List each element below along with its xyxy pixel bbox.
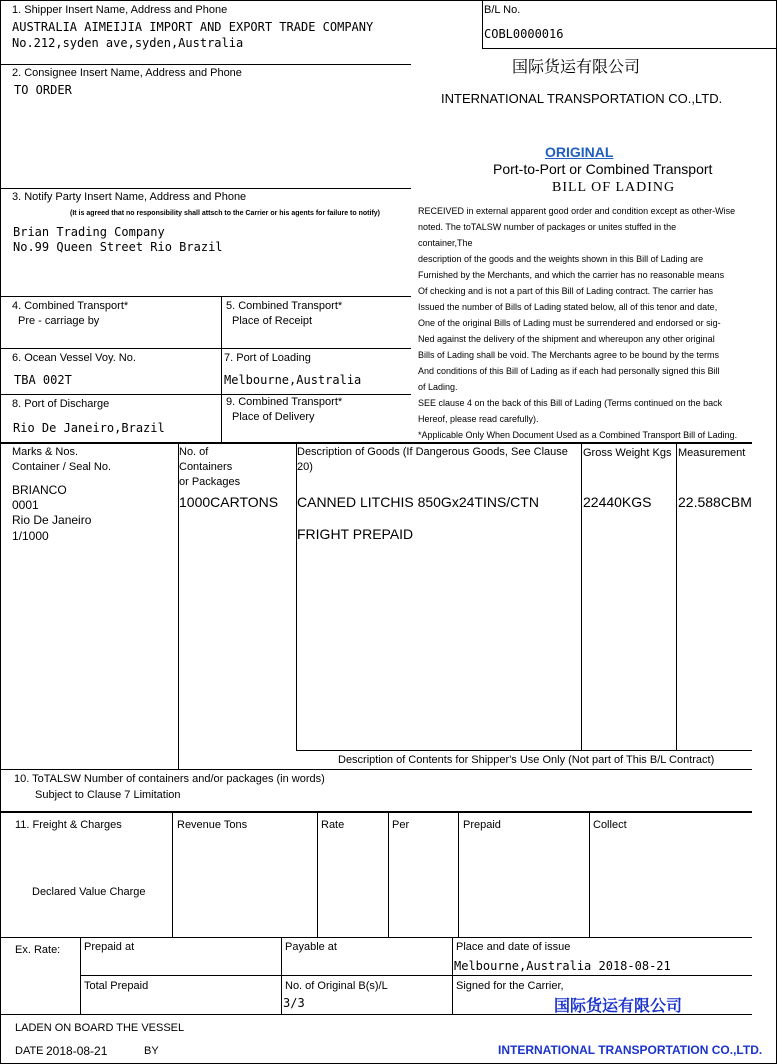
charges-col-line-3 bbox=[388, 813, 389, 937]
consignee-value: TO ORDER bbox=[14, 83, 72, 97]
discharge-value: Rio De Janeiro,Brazil bbox=[13, 421, 165, 435]
carrier-name-en: INTERNATIONAL TRANSPORTATION CO.,LTD. bbox=[441, 91, 723, 106]
signed-label: Signed for the Carrier, bbox=[456, 980, 564, 992]
goods-col-line-4 bbox=[676, 443, 677, 751]
delivery-label: 9. Combined Transport* bbox=[226, 396, 343, 408]
marks-line: 1/1000 bbox=[12, 529, 49, 543]
containers-label-3: or Packages bbox=[179, 476, 241, 488]
total-containers-label: 10. ToTALSW Number of containers and/or packages (in words) bbox=[14, 773, 325, 785]
gross-weight-label: Gross Weight Kgs bbox=[583, 447, 672, 459]
divider-consignee bbox=[1, 188, 411, 189]
charges-bottom-border bbox=[1, 937, 752, 938]
issue-col-line-2 bbox=[281, 938, 282, 1015]
loading-value: Melbourne,Australia bbox=[224, 373, 362, 387]
delivery-sub: Place of Delivery bbox=[232, 411, 315, 423]
divider-routing-2 bbox=[1, 394, 411, 395]
bl-box-bottom bbox=[482, 48, 776, 49]
marks-line: 0001 bbox=[12, 498, 39, 512]
goods-col-line-3 bbox=[581, 443, 582, 751]
charges-col-line-5 bbox=[589, 813, 590, 937]
shipper-address: No.212,syden ave,syden,Australia bbox=[12, 36, 244, 50]
place-date-value: Melbourne,Australia 2018-08-21 bbox=[454, 959, 671, 973]
containers-label-2: Containers bbox=[179, 461, 233, 473]
marks-line: BRIANCO bbox=[12, 483, 67, 497]
notify-address: No.99 Queen Street Rio Brazil bbox=[13, 240, 223, 254]
clause-line: One of the original Bills of Lading must be surrendered and endorsed or sig- bbox=[418, 318, 721, 328]
clause-line: Ned against the delivery of the shipment and whereupon any other original bbox=[418, 334, 715, 344]
clause-line: SEE clause 4 on the back of this Bill of Lading (Terms continued on the back bbox=[418, 398, 723, 408]
shipper-name: AUSTRALIA AIMEIJIA IMPORT AND EXPORT TRADE COMPANY bbox=[12, 20, 374, 34]
notify-note: (It is agreed that no responsibility shall attsch to the Carrier or his agents for failure to notify) bbox=[70, 210, 380, 217]
place-date-label: Place and date of issue bbox=[456, 941, 571, 953]
bl-no-label: B/L No. bbox=[484, 4, 521, 16]
laden-by-label: BY bbox=[144, 1045, 159, 1057]
clause-line: Bills of Lading shall be void. The Merchants agree to be bound by the terms bbox=[418, 350, 720, 360]
document-subtitle: Port-to-Port or Combined Transport bbox=[493, 161, 713, 177]
divider-shipper bbox=[1, 64, 411, 65]
divider-notify bbox=[1, 296, 411, 297]
clause-line: Furnished by the Merchants, and which the carrier has no reasonable means bbox=[418, 270, 725, 280]
divider-routing-1 bbox=[1, 348, 411, 349]
goods-top-border bbox=[1, 442, 752, 444]
consignee-label: 2. Consignee Insert Name, Address and Phone bbox=[12, 67, 242, 79]
charges-col-line-4 bbox=[458, 813, 459, 937]
charges-col-line-2 bbox=[317, 813, 318, 937]
signature-en: INTERNATIONAL TRANSPORTATION CO.,LTD. bbox=[498, 1043, 763, 1057]
per-label: Per bbox=[392, 819, 410, 831]
goods-bottom-border bbox=[1, 769, 752, 770]
shipper-label: 1. Shipper Insert Name, Address and Phone bbox=[12, 4, 228, 16]
laden-date-label: DATE bbox=[15, 1045, 44, 1057]
issue-col-line-3 bbox=[452, 938, 453, 1015]
clause-line: Issued the number of Bills of Lading stated below, all of this tenor and date, bbox=[418, 302, 718, 312]
pre-carriage-label: 4. Combined Transport* bbox=[12, 300, 129, 312]
clause-line: description of the goods and the weights shown in this Bill of Lading are bbox=[418, 254, 704, 264]
clause-line: RECEIVED in external apparent good order and condition except as other-Wise bbox=[418, 206, 736, 216]
charges-col-line-1 bbox=[172, 813, 173, 937]
measurement-value: 22.588CBM bbox=[678, 494, 752, 510]
goods-col-line-2 bbox=[296, 443, 297, 751]
clause-line: Hereof, please read carefully). bbox=[418, 414, 539, 424]
discharge-label: 8. Port of Discharge bbox=[12, 398, 110, 410]
routing-center-line bbox=[221, 296, 222, 443]
carrier-name-cn: 国际货运有限公司 bbox=[512, 57, 641, 76]
signature-cn: 国际货运有限公司 bbox=[554, 996, 683, 1015]
receipt-label: 5. Combined Transport* bbox=[226, 300, 343, 312]
revenue-tons-label: Revenue Tons bbox=[177, 819, 248, 831]
ex-rate-label: Ex. Rate: bbox=[15, 944, 61, 956]
prepaid-label: Prepaid bbox=[463, 819, 501, 831]
clause-line: container,The bbox=[418, 238, 473, 248]
description-line-1: CANNED LITCHIS 850Gx24TINS/CTN bbox=[297, 494, 539, 510]
freight-charges-label: 11. Freight & Charges bbox=[15, 819, 122, 831]
prepaid-at-label: Prepaid at bbox=[84, 941, 135, 953]
receipt-sub: Place of Receipt bbox=[232, 315, 313, 327]
containers-label-1: No. of bbox=[179, 446, 209, 458]
originals-label: No. of Original B(s)/L bbox=[285, 980, 388, 992]
document-title: BILL OF LADING bbox=[552, 180, 676, 195]
notify-label: 3. Notify Party Insert Name, Address and Phone bbox=[12, 191, 247, 203]
collect-label: Collect bbox=[593, 819, 627, 831]
description-label-1: Description of Goods (If Dangerous Goods, See Clause bbox=[297, 446, 568, 458]
clause-line: Of checking and is not a part of this Bill of Lading contract. The carrier has bbox=[418, 286, 713, 296]
vessel-value: TBA 002T bbox=[14, 373, 72, 387]
containers-value: 1000CARTONS bbox=[179, 494, 279, 510]
vessel-label: 6. Ocean Vessel Voy. No. bbox=[12, 352, 136, 364]
clause-line: noted. The toTALSW number of packages or unites stuffed in the bbox=[418, 222, 677, 232]
goods-shipper-use-top bbox=[296, 750, 752, 751]
clause-line: And conditions of this Bill of Lading as if each had personally signed this Bill bbox=[418, 366, 720, 376]
laden-date-value: 2018-08-21 bbox=[46, 1044, 108, 1058]
terms-clauses bbox=[418, 203, 758, 443]
loading-label: 7. Port of Loading bbox=[224, 352, 311, 364]
bl-box-left bbox=[482, 1, 483, 49]
clause-line: *Applicable Only When Document Used as a Combined Transport Bill of Lading. bbox=[418, 430, 738, 440]
total-prepaid-label: Total Prepaid bbox=[84, 980, 149, 992]
total-containers-sub: Subject to Clause 7 Limitation bbox=[35, 789, 181, 801]
gross-weight-value: 22440KGS bbox=[583, 494, 652, 510]
laden-label: LADEN ON BOARD THE VESSEL bbox=[15, 1022, 185, 1034]
rate-label: Rate bbox=[321, 819, 345, 831]
marks-line: Rio De Janeiro bbox=[12, 513, 92, 527]
marks-label-1: Marks & Nos. bbox=[12, 446, 79, 458]
marks-label-2: Container / Seal No. bbox=[12, 461, 112, 473]
description-label-2: 20) bbox=[297, 461, 313, 473]
issue-col-line-1 bbox=[80, 938, 81, 1015]
issue-row-divider bbox=[80, 975, 752, 976]
pre-carriage-sub: Pre - carriage by bbox=[18, 315, 100, 327]
measurement-label: Measurement bbox=[678, 447, 746, 459]
description-line-2: FRIGHT PREPAID bbox=[297, 526, 414, 542]
payable-at-label: Payable at bbox=[285, 941, 337, 953]
shipper-use-note: Description of Contents for Shipper's Use Only (Not part of This B/L Contract) bbox=[338, 754, 715, 766]
goods-col-line-1 bbox=[178, 443, 179, 770]
notify-name: Brian Trading Company bbox=[13, 225, 165, 239]
original-label: ORIGINAL bbox=[545, 144, 614, 160]
originals-value: 3/3 bbox=[283, 996, 305, 1010]
clause-line: of Lading. bbox=[418, 382, 458, 392]
bl-no-value: COBL0000016 bbox=[484, 27, 564, 41]
declared-value-label: Declared Value Charge bbox=[32, 886, 146, 898]
charges-top-border bbox=[1, 811, 752, 813]
